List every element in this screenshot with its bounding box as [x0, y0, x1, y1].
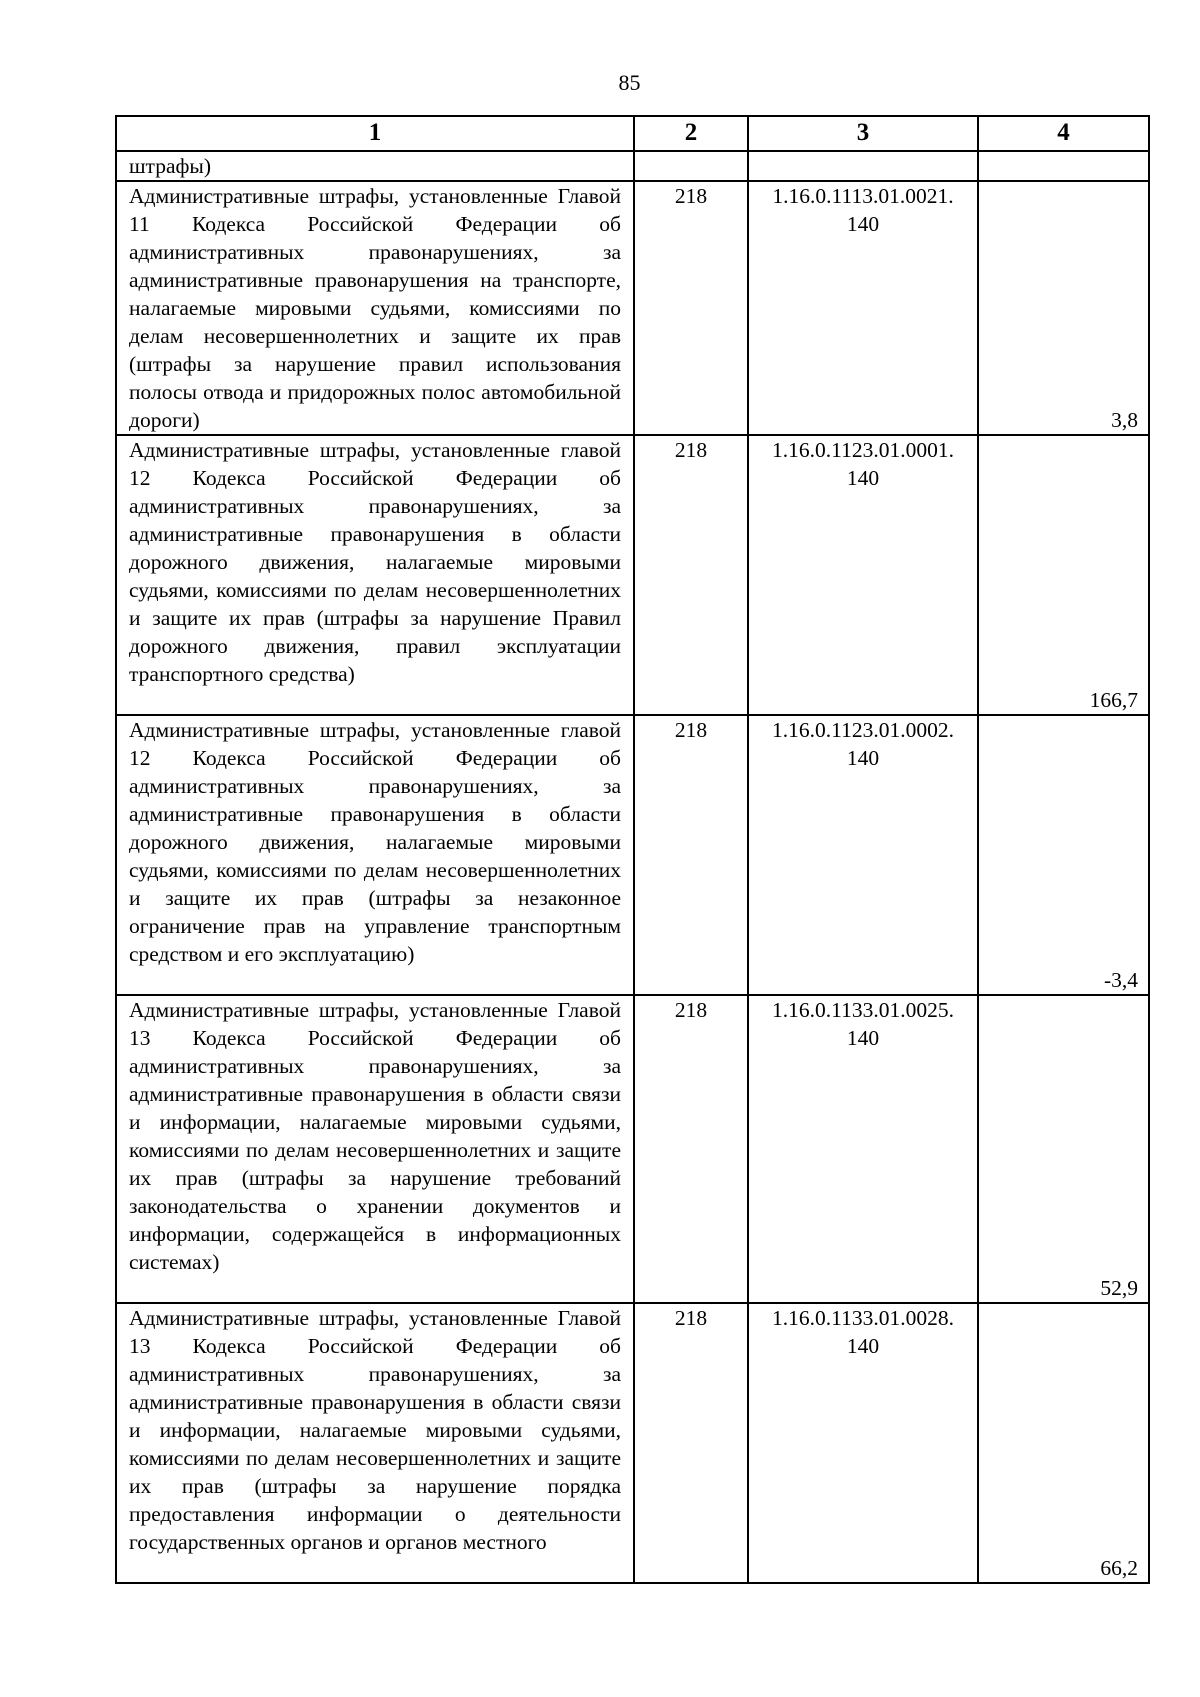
page-number: 85 [618, 70, 641, 95]
budget-code-line2: 140 [846, 746, 880, 770]
budget-code-cell [748, 995, 978, 1303]
description-text: Административные штрафы, установленные Главой 13 Кодекса Российской Федерации об административных правонарушениях, за административные правонарушения в области связи и информации, налагаемые мировыми судьями, комиссиями по делам несовершеннолетних и защите их прав (штрафы за нарушение требований законодательства о хранении документов и информации, содержащейся в информационных системах) [129, 998, 621, 1274]
budget-code-cell [748, 435, 978, 715]
table-header-row [116, 116, 1149, 151]
budget-code-line2: 140 [846, 466, 880, 490]
amount-cell: -3,4 [978, 715, 1149, 995]
budget-code-cell [748, 1303, 978, 1583]
description-cell [116, 435, 634, 715]
budget-code-line2: 140 [846, 1026, 880, 1050]
amount-cell: 52,9 [978, 995, 1149, 1303]
budget-revenue-table [115, 115, 1150, 1584]
amount-cell: 3,8 [978, 181, 1149, 435]
description-cell [116, 1303, 634, 1583]
table-row [116, 1303, 1149, 1583]
table-row [116, 435, 1149, 715]
column-header-4: 4 [978, 116, 1149, 151]
description-text: Административные штрафы, установленные Главой 13 Кодекса Российской Федерации об административных правонарушениях, за административные правонарушения в области связи и информации, налагаемые мировыми судьями, комиссиями по делам несовершеннолетних и защите их прав (штрафы за нарушение порядка предоставления информации о деятельности государственных органов и органов местного [129, 1306, 621, 1554]
admin-code-cell: 218 [634, 1303, 748, 1583]
description-text: Административные штрафы, установленные главой 12 Кодекса Российской Федерации об административных правонарушениях, за административные правонарушения в области дорожного движения, налагаемые мировыми судьями, комиссиями по делам несовершеннолетних и защите их прав (штрафы за незаконное ограничение прав на управление транспортным средством и его эксплуатацию) [129, 718, 621, 966]
description-text: Административные штрафы, установленные главой 12 Кодекса Российской Федерации об административных правонарушениях, за административные правонарушения в области дорожного движения, налагаемые мировыми судьями, комиссиями по делам несовершеннолетних и защите их прав (штрафы за нарушение Правил дорожного движения, правил эксплуатации транспортного средства) [129, 438, 621, 686]
description-text: Административные штрафы, установленные Главой 11 Кодекса Российской Федерации об административных правонарушениях, за административные правонарушения на транспорте, налагаемые мировыми судьями, комиссиями по делам несовершеннолетних и защите их прав (штрафы за нарушение правил использования полосы отвода и придорожных полос автомобильной дороги) [129, 184, 621, 432]
description-cell [116, 995, 634, 1303]
budget-code-line1: 1.16.0.1113.01.0021. [772, 184, 954, 208]
description-cell: штрафы) [116, 151, 634, 181]
budget-code-line1: 1.16.0.1123.01.0002. [772, 718, 954, 742]
table-row [116, 715, 1149, 995]
table-row-continuation [116, 151, 1149, 181]
amount-cell [978, 151, 1149, 181]
admin-code-cell: 218 [634, 715, 748, 995]
admin-code-cell: 218 [634, 995, 748, 1303]
column-header-1: 1 [116, 116, 634, 151]
budget-code-line1: 1.16.0.1123.01.0001. [772, 438, 954, 462]
table-row [116, 181, 1149, 435]
budget-code-line1: 1.16.0.1133.01.0025. [772, 998, 954, 1022]
budget-code-line1: 1.16.0.1133.01.0028. [772, 1306, 954, 1330]
admin-code-cell: 218 [634, 181, 748, 435]
budget-code-cell [748, 151, 978, 181]
description-cell [116, 181, 634, 435]
admin-code-cell: 218 [634, 435, 748, 715]
budget-code-line2: 140 [846, 1334, 880, 1358]
admin-code-cell [634, 151, 748, 181]
amount-cell: 166,7 [978, 435, 1149, 715]
budget-code-cell [748, 181, 978, 435]
table-row [116, 995, 1149, 1303]
description-cell [116, 715, 634, 995]
amount-cell: 66,2 [978, 1303, 1149, 1583]
budget-code-cell [748, 715, 978, 995]
column-header-2: 2 [634, 116, 748, 151]
budget-code-line2: 140 [846, 212, 880, 236]
column-header-3: 3 [748, 116, 978, 151]
